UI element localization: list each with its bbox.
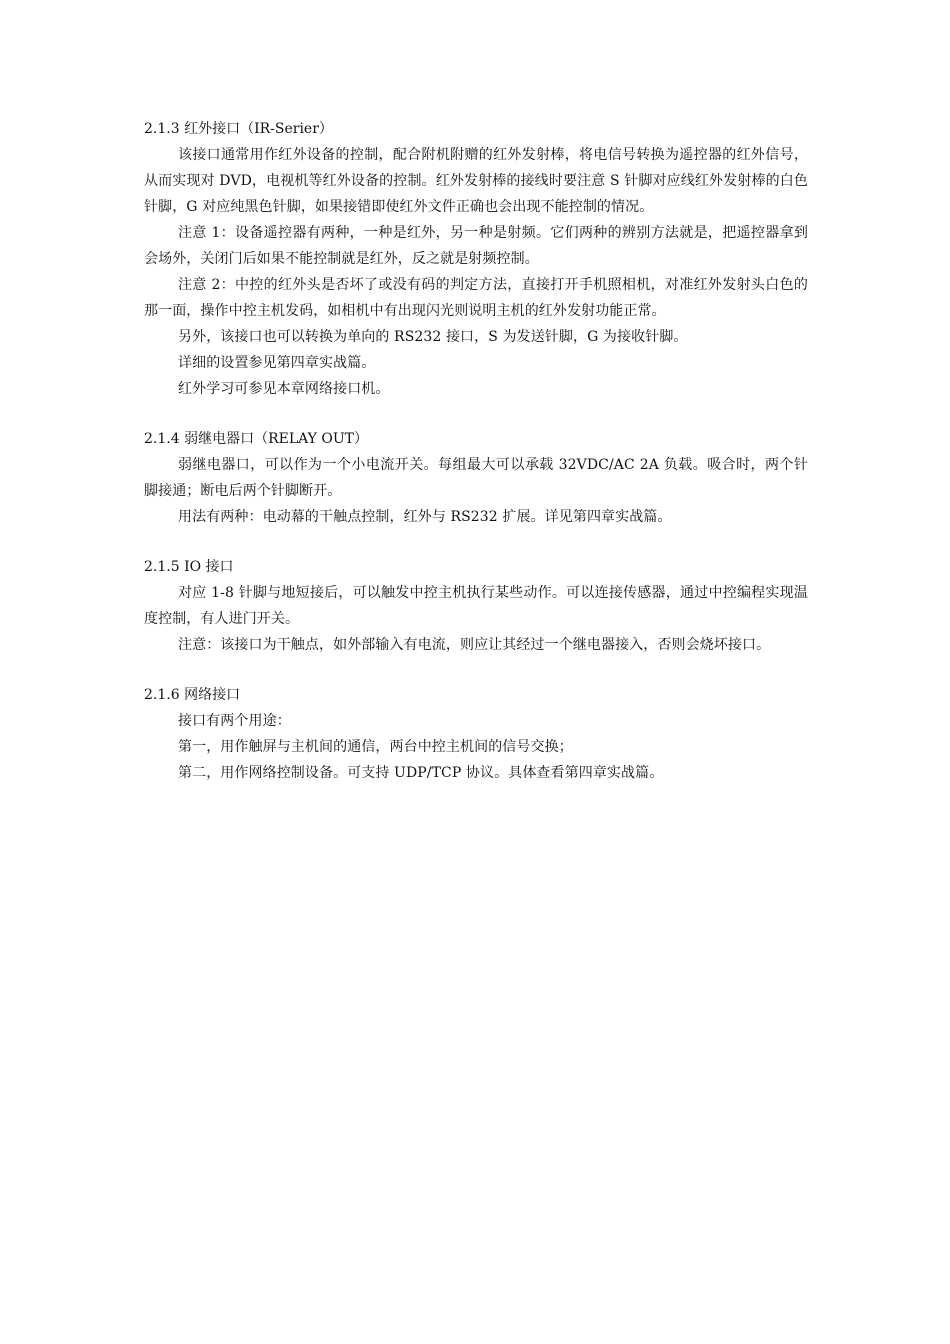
- section-ir-interface: [144, 116, 808, 402]
- paragraph: 注意 2：中控的红外头是否坏了或没有码的判定方法，直接打开手机照相机，对准红外发射头白色的那一面，操作中控主机发码，如相机中有出现闪光则说明主机的红外发射功能正常。: [144, 277, 808, 319]
- paragraph: 红外学习可参见本章网络接口机。: [178, 381, 390, 397]
- paragraph: 该接口通常用作红外设备的控制，配合附机附赠的红外发射棒，将电信号转换为遥控器的红外信号，从而实现对 DVD，电视机等红外设备的控制。红外发射棒的接线时要注意 S 针脚对应线红外发射棒的白色针脚，G 对应纯黑色针脚，如果接错即使红外文件正确也会出现不能控制的情况。: [144, 147, 808, 215]
- paragraph: 第一，用作触屏与主机间的通信，两台中控主机间的信号交换；: [178, 739, 573, 755]
- paragraph: 第二，用作网络控制设备。可支持 UDP/TCP 协议。具体查看第四章实战篇。: [178, 765, 664, 781]
- section-network-interface: [144, 682, 808, 786]
- document-body: [144, 116, 808, 810]
- paragraph: 注意：该接口为干触点，如外部输入有电流，则应让其经过一个继电器接入，否则会烧坏接口。: [178, 637, 771, 653]
- paragraph: 接口有两个用途：: [178, 713, 291, 729]
- paragraph: 弱继电器口，可以作为一个小电流开关。每组最大可以承载 32VDC/AC 2A 负载。吸合时，两个针脚接通；断电后两个针脚断开。: [144, 457, 808, 499]
- section-heading: 2.1.3 红外接口（IR-Serier）: [144, 121, 333, 137]
- paragraph: 对应 1-8 针脚与地短接后，可以触发中控主机执行某些动作。可以连接传感器，通过中控编程实现温度控制，有人进门开关。: [144, 585, 808, 627]
- paragraph: 注意 1：设备遥控器有两种，一种是红外，另一种是射频。它们两种的辨别方法就是，把遥控器拿到会场外，关闭门后如果不能控制就是红外，反之就是射频控制。: [144, 225, 808, 267]
- section-heading: 2.1.4 弱继电器口（RELAY OUT）: [144, 431, 368, 447]
- paragraph: 用法有两种：电动幕的干触点控制，红外与 RS232 扩展。详见第四章实战篇。: [178, 509, 672, 525]
- paragraph: 详细的设置参见第四章实战篇。: [178, 355, 376, 371]
- section-heading: 2.1.6 网络接口: [144, 687, 241, 703]
- paragraph: 另外，该接口也可以转换为单向的 RS232 接口，S 为发送针脚，G 为接收针脚。: [178, 329, 688, 345]
- section-relay-out: [144, 426, 808, 530]
- section-heading: 2.1.5 IO 接口: [144, 559, 234, 575]
- section-io-interface: [144, 554, 808, 658]
